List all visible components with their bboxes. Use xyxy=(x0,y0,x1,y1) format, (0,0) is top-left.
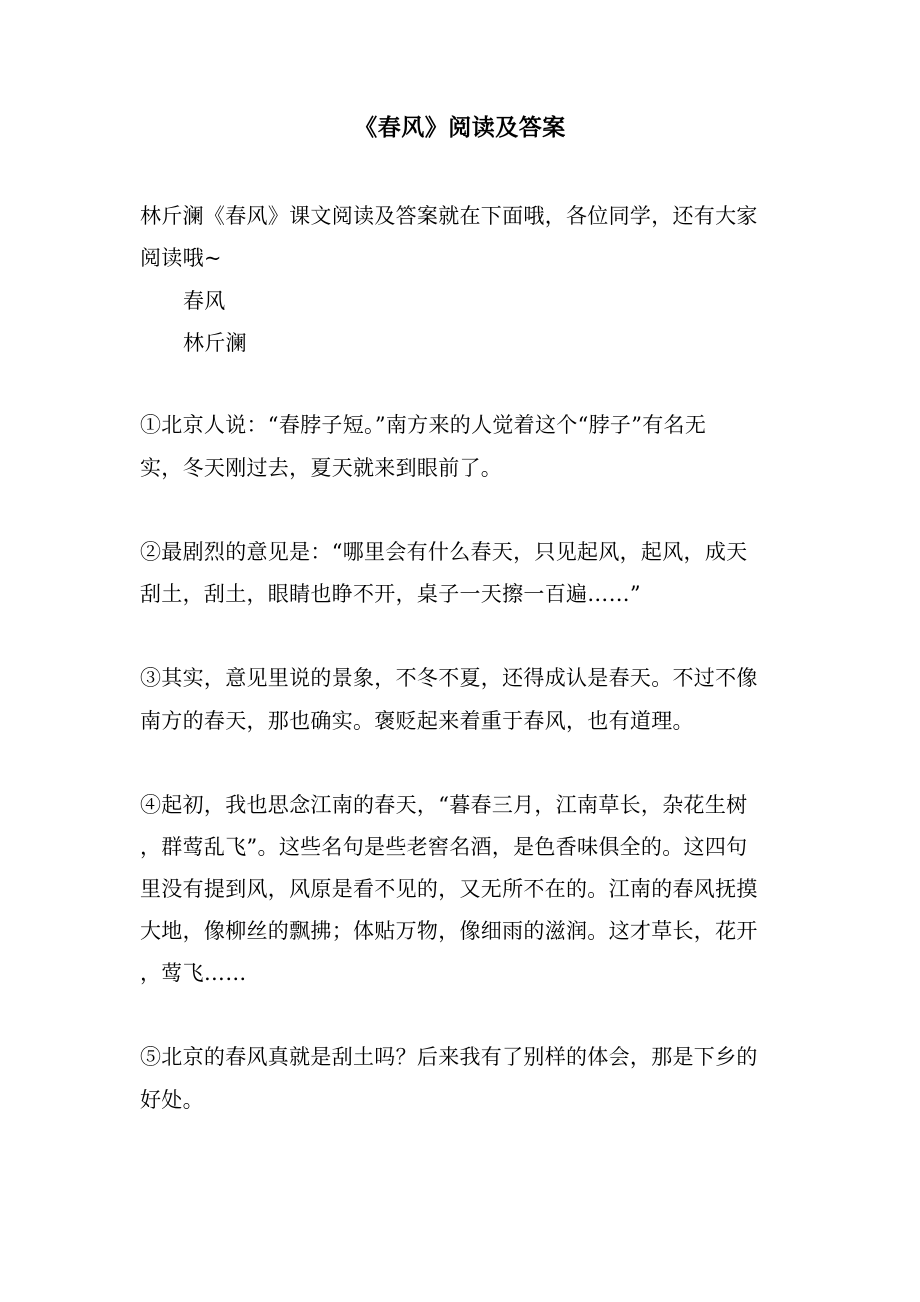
author-name: 林斤澜 xyxy=(183,331,247,355)
intro-line: 阅读哦~ xyxy=(140,246,222,270)
paragraph-2-line: ②最剧烈的意见是：“哪里会有什么春天，只见起风，起风，成天 xyxy=(140,540,748,564)
paragraph-3-line: ③其实，意见里说的景象，不冬不夏，还得成认是春天。不过不像 xyxy=(140,666,758,690)
paragraph-4-line: ④起初，我也思念江南的春天，“暮春三月，江南草长，杂花生树 xyxy=(140,793,748,817)
paragraph-1-line: 实，冬天刚过去，夏天就来到眼前了。 xyxy=(140,456,503,480)
paragraph-1-line: ①北京人说：“春脖子短。”南方来的人觉着这个“脖子”有名无 xyxy=(140,413,707,437)
poem-title: 春风 xyxy=(183,289,226,313)
intro-line: 林斤澜《春风》课文阅读及答案就在下面哦，各位同学，还有大家 xyxy=(140,204,758,228)
paragraph-4-line: 里没有提到风，风原是看不见的，又无所不在的。江南的春风抚摸 xyxy=(140,877,758,901)
paragraph-4-line: ，莺飞…… xyxy=(140,961,247,985)
paragraph-5-line: 好处。 xyxy=(140,1088,204,1112)
paragraph-3-line: 南方的春天，那也确实。褒贬起来着重于春风，也有道理。 xyxy=(140,709,694,733)
paragraph-4-line: ，群莺乱飞”。这些名句是些老窖名酒，是色香味俱全的。这四句 xyxy=(140,835,748,859)
paragraph-5-line: ⑤北京的春风真就是刮土吗？后来我有了别样的体会，那是下乡的 xyxy=(140,1045,758,1069)
paragraph-2-line: 刮土，刮土，眼睛也睁不开，桌子一天擦一百遍……” xyxy=(140,582,641,606)
document-title: 《春风》阅读及答案 xyxy=(354,114,566,141)
paragraph-4-line: 大地，像柳丝的飘拂；体贴万物，像细雨的滋润。这才草长，花开 xyxy=(140,919,758,943)
